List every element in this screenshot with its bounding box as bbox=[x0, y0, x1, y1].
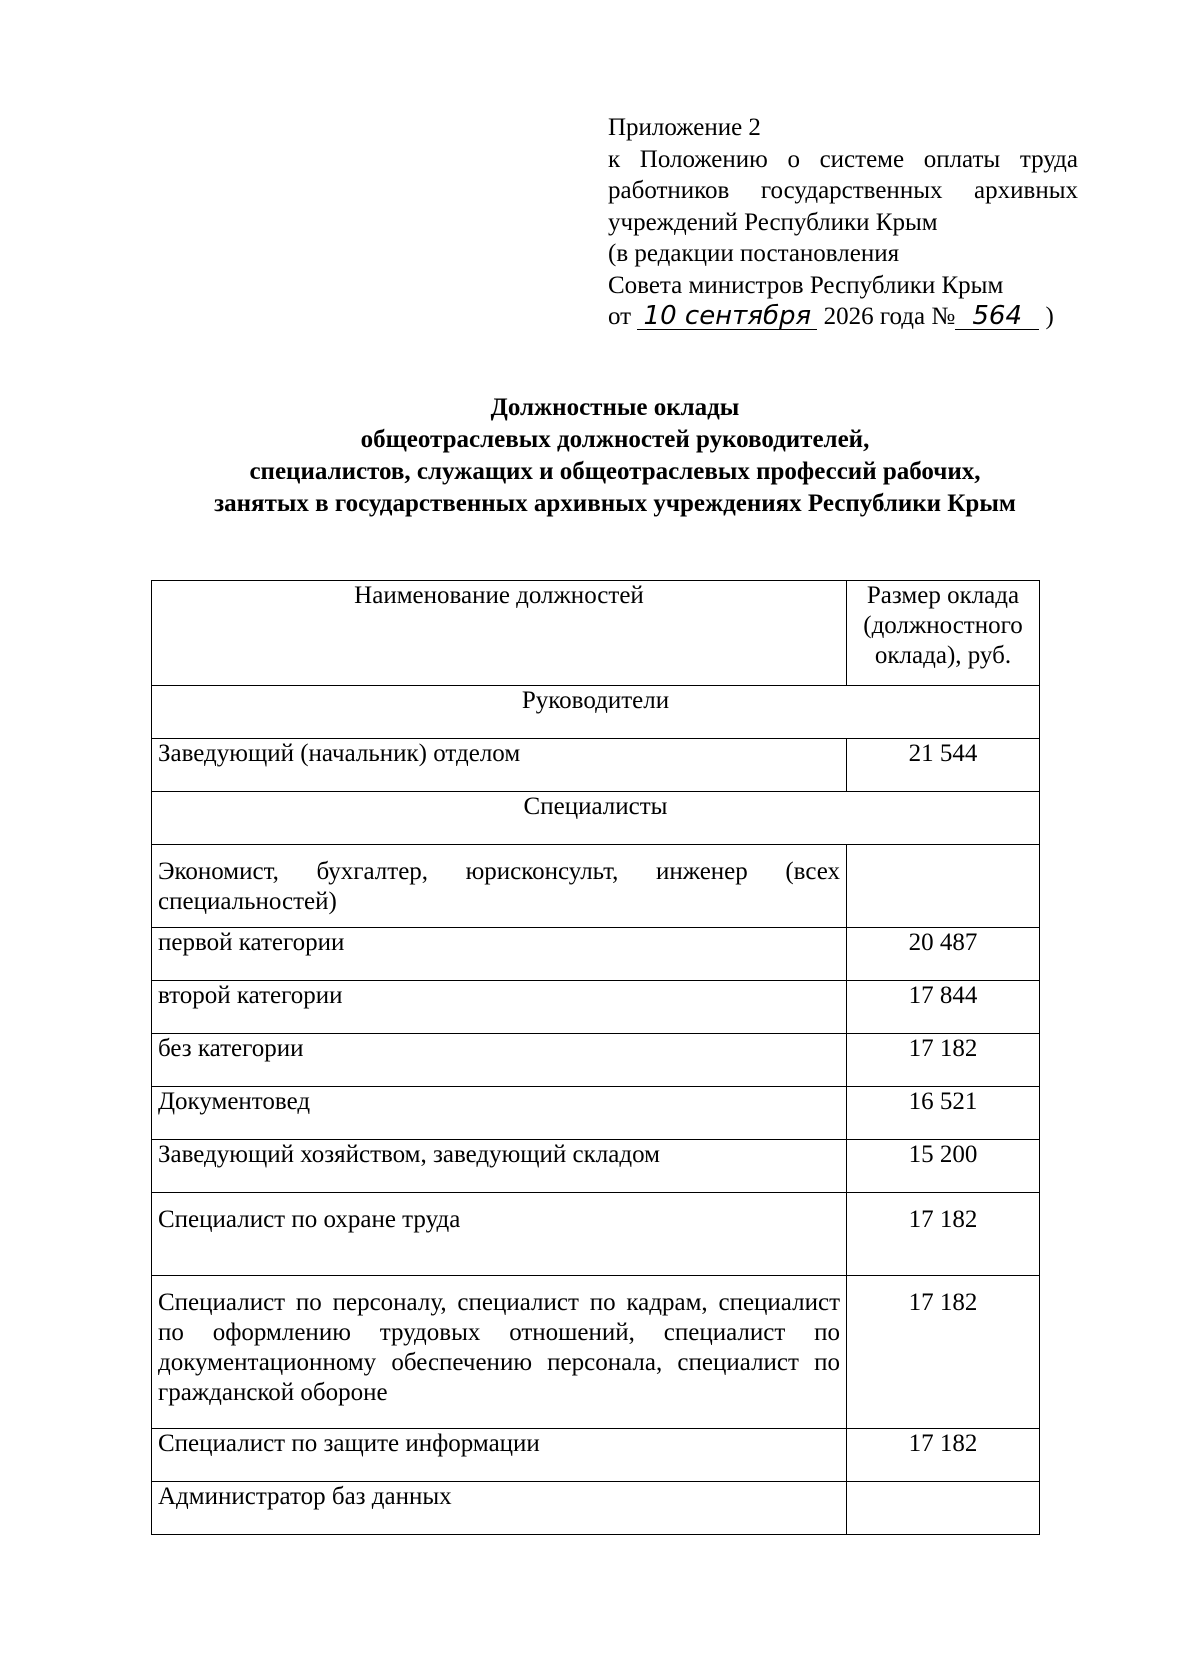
salary-value: 20 487 bbox=[847, 928, 1040, 981]
section-row bbox=[152, 792, 1040, 845]
close-paren: ) bbox=[1045, 303, 1054, 330]
appendix-block bbox=[608, 112, 1078, 333]
table-row bbox=[152, 1140, 1040, 1193]
position-name: без категории bbox=[152, 1034, 847, 1087]
appendix-line: (в редакции постановления bbox=[608, 240, 900, 267]
position-name: Заведующий хозяйством, заведующий складом bbox=[152, 1140, 847, 1193]
header-position-name: Наименование должностей bbox=[152, 581, 847, 686]
table-header-row bbox=[152, 581, 1040, 686]
section-specialists: Специалисты bbox=[152, 792, 1040, 845]
table-row bbox=[152, 1276, 1040, 1429]
salary-value: 17 182 bbox=[847, 1276, 1040, 1429]
salary-value: 17 844 bbox=[847, 981, 1040, 1034]
table-row bbox=[152, 1429, 1040, 1482]
appendix-line: учреждений Республики Крым bbox=[608, 208, 938, 236]
table-row bbox=[152, 739, 1040, 792]
salary-value: 21 544 bbox=[847, 739, 1040, 792]
handwritten-date: 10 сентября bbox=[637, 303, 817, 330]
appendix-line: Совета министров Республики Крым bbox=[608, 271, 1004, 299]
position-name: второй категории bbox=[152, 981, 847, 1034]
title-line: общеотраслевых должностей руководителей, bbox=[360, 426, 870, 453]
number-sign: № bbox=[931, 303, 956, 330]
table-row bbox=[152, 928, 1040, 981]
table-row bbox=[152, 981, 1040, 1034]
salary-value: 17 182 bbox=[847, 1429, 1040, 1482]
position-name: Администратор баз данных bbox=[152, 1482, 847, 1535]
appendix-line: к Положению о системе оплаты труда bbox=[608, 145, 1078, 173]
header-salary: Размер оклада (должностного оклада), руб. bbox=[847, 581, 1040, 686]
salary-value bbox=[847, 845, 1040, 928]
from-label: от bbox=[608, 303, 632, 330]
salary-value: 17 182 bbox=[847, 1193, 1040, 1276]
position-name: Специалист по персоналу, специалист по кадрам, специалист по оформлению трудовых отношений, специалист по документационному обеспечению персонала, специалист по гражданской обороне bbox=[152, 1276, 847, 1429]
appendix-title: Приложение 2 bbox=[608, 114, 761, 141]
position-name: первой категории bbox=[152, 928, 847, 981]
table-row bbox=[152, 1034, 1040, 1087]
salary-value: 15 200 bbox=[847, 1140, 1040, 1193]
title-line: Должностные оклады bbox=[490, 394, 740, 421]
appendix-line: работников государственных архивных bbox=[608, 177, 1078, 204]
position-name: Специалист по защите информации bbox=[152, 1429, 847, 1482]
position-name: Экономист, бухгалтер, юрисконсульт, инженер (всех специальностей) bbox=[152, 845, 847, 928]
table-row bbox=[152, 1087, 1040, 1140]
year-label: 2026 года bbox=[823, 303, 926, 330]
table-row bbox=[152, 1193, 1040, 1276]
table-row bbox=[152, 845, 1040, 928]
salary-value: 17 182 bbox=[847, 1034, 1040, 1087]
handwritten-number: 564 bbox=[955, 303, 1039, 330]
position-name: Документовед bbox=[152, 1087, 847, 1140]
title-line: специалистов, служащих и общеотраслевых профессий рабочих, bbox=[249, 458, 981, 485]
salary-value: 16 521 bbox=[847, 1087, 1040, 1140]
table-row bbox=[152, 1482, 1040, 1535]
salary-table bbox=[151, 580, 1040, 1535]
section-managers: Руководители bbox=[152, 686, 1040, 739]
position-name: Заведующий (начальник) отделом bbox=[152, 739, 847, 792]
document-title bbox=[100, 392, 1130, 520]
title-line: занятых в государственных архивных учреждениях Республики Крым bbox=[214, 490, 1016, 517]
position-name: Специалист по охране труда bbox=[152, 1193, 847, 1276]
section-row bbox=[152, 686, 1040, 739]
appendix-date-line bbox=[608, 301, 1078, 333]
salary-value bbox=[847, 1482, 1040, 1535]
